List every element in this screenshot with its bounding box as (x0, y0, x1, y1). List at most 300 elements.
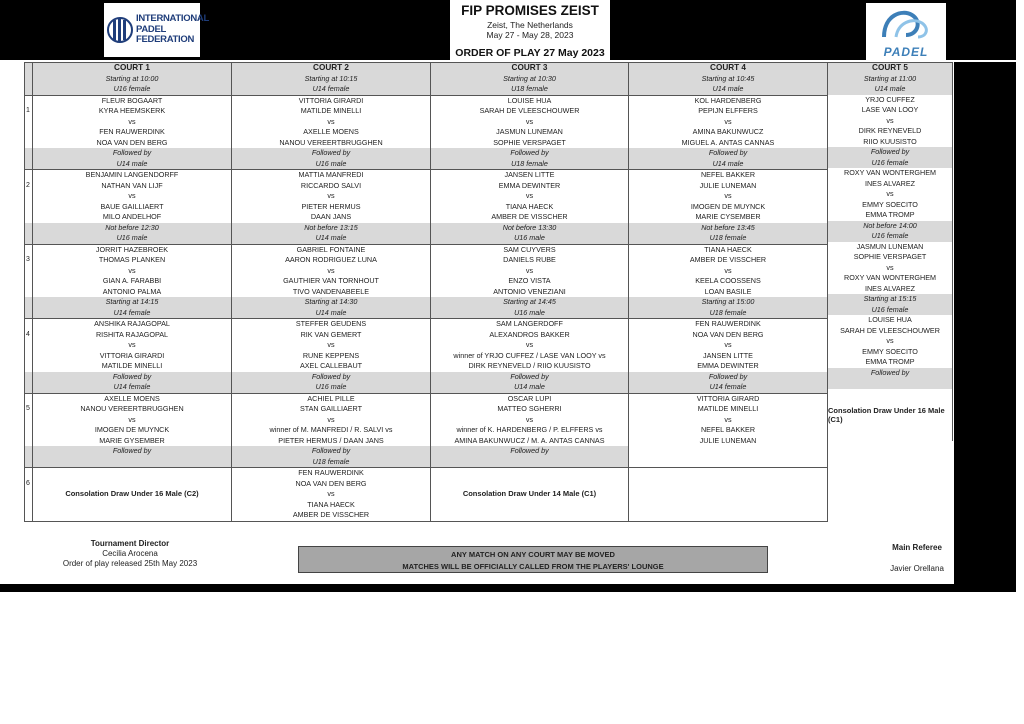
player-name: AMINA BAKUNWUCZ (629, 127, 828, 138)
player-name: ANTONIO VENEZIANI (431, 287, 629, 298)
player-name: TIANA HAECK (431, 202, 629, 213)
player-name: LASE VAN LOOY (827, 105, 953, 116)
vs-label: vs (232, 191, 431, 202)
player-name: YRJO CUFFEZ (827, 95, 953, 106)
match-row (25, 436, 828, 447)
padel-logo (866, 3, 946, 61)
player-name: NANOU VEREERTBRUGGHEN (33, 404, 232, 415)
player-name: ANTONIO PALMA (33, 287, 232, 298)
player-name: DAAN JANS (232, 212, 431, 223)
player-name: STEFFER GEUDENS (232, 319, 431, 330)
player-name: NOA VAN DEN BERG (629, 330, 828, 341)
row-number-cell: 4 (25, 330, 33, 341)
player-name: ROXY VAN WONTERGHEM (827, 168, 953, 179)
row-number-cell (25, 489, 33, 500)
slot-time: Starting at 15:15 (827, 294, 953, 305)
match-row (25, 106, 828, 117)
player-name: KEELA COOSSENS (629, 276, 828, 287)
vs-label: vs (33, 266, 232, 277)
player-name: IMOGEN DE MUYNCK (629, 202, 828, 213)
slot-time-row (25, 148, 828, 159)
vs-label: vs (827, 189, 953, 200)
slot-time: U14 male (827, 84, 953, 95)
match-row (25, 191, 828, 202)
player-name: MATILDE MINELLI (232, 106, 431, 117)
title-block (450, 0, 610, 46)
vs-label: vs (431, 415, 629, 426)
row-number-cell (25, 127, 33, 138)
slot-time: Followed by (431, 372, 629, 383)
player-name: JANSEN LITTE (629, 351, 828, 362)
slot-category: U18 female (629, 308, 828, 319)
court-header: COURT 1 (33, 63, 232, 74)
player-name: MARIE CYSEMBER (629, 212, 828, 223)
player-name: RIK VAN GEMERT (232, 330, 431, 341)
player-name: PIETER HERMUS / DAAN JANS (232, 436, 431, 447)
vs-label: vs (232, 489, 431, 500)
slot-time: Starting at 15:00 (629, 297, 828, 308)
slot-category: U18 female (431, 84, 629, 95)
player-name: DIRK REYNEVELD (827, 126, 953, 137)
vs-label: vs (629, 266, 828, 277)
player-name: SAM CUYVERS (431, 244, 629, 255)
match-row (25, 287, 828, 298)
row-number-cell: 2 (25, 181, 33, 192)
row-number-cell (25, 244, 33, 255)
player-name: JASMUN LUNEMAN (827, 242, 953, 253)
vs-label: vs (232, 266, 431, 277)
row-number-cell (25, 138, 33, 149)
row-number-cell (25, 297, 33, 308)
slot-category: U14 female (33, 308, 232, 319)
player-name: EMMA TROMP (827, 357, 953, 368)
slot-time: Followed by (232, 446, 431, 457)
player-name: NANOU VEREERTBRUGGHEN (232, 138, 431, 149)
dates: May 27 - May 28, 2023 (486, 30, 574, 40)
court-header: COURT 4 (629, 63, 828, 74)
slot-category: U16 male (431, 308, 629, 319)
court-header: COURT 2 (232, 63, 431, 74)
slot-category: U14 male (629, 159, 828, 170)
player-name: EMMA TROMP (827, 210, 953, 221)
player-name: THOMAS PLANKEN (33, 255, 232, 266)
player-name: EMMA DEWINTER (431, 181, 629, 192)
schedule-table (24, 62, 828, 522)
player-name: ROXY VAN WONTERGHEM (827, 273, 953, 284)
player-name: FEN RAUWERDINK (232, 468, 431, 479)
player-name: AXELLE MOENS (33, 393, 232, 404)
player-name: NEFEL BAKKER (629, 170, 828, 181)
court-header: COURT 3 (431, 63, 629, 74)
player-name: JASMUN LUNEMAN (431, 127, 629, 138)
player-name: MARIE GYSEMBER (33, 436, 232, 447)
vs-label: vs (232, 117, 431, 128)
vs-label: vs (431, 266, 629, 277)
slot-time: Followed by (629, 148, 828, 159)
slot-time-row (25, 297, 828, 308)
row-number-cell (25, 382, 33, 393)
slot-time-row (25, 233, 828, 244)
slot-category (629, 457, 828, 468)
referee-name: Javier Orellana (890, 564, 944, 573)
match-row (25, 117, 828, 128)
row-number-cell (25, 457, 33, 468)
row-number-cell (25, 148, 33, 159)
vs-label: vs (431, 340, 629, 351)
slot-category: U14 male (33, 159, 232, 170)
player-name: winner of YRJO CUFFEZ / LASE VAN LOOY vs (431, 351, 629, 362)
row-number-cell (25, 319, 33, 330)
logo-line: FEDERATION (136, 34, 195, 46)
slot-category: U16 male (232, 159, 431, 170)
slot-time: Followed by (33, 372, 232, 383)
player-name: JULIE LUNEMAN (629, 181, 828, 192)
player-name: ENZO VISTA (431, 276, 629, 287)
logo-line: INTERNATIONAL (136, 13, 209, 25)
notice-line-2: MATCHES WILL BE OFFICIALLY CALLED FROM THE PLAYERS' LOUNGE (402, 562, 664, 571)
player-name: BENJAMIN LANGENDORFF (33, 170, 232, 181)
release-note: Order of play released 25th May 2023 (62, 559, 198, 568)
player-name: NATHAN VAN LIJF (33, 181, 232, 192)
slot-time-row (25, 382, 828, 393)
slot-time: Starting at 14:30 (232, 297, 431, 308)
player-name: EMMY SOECITO (827, 347, 953, 358)
player-name: MATILDE MINELLI (629, 404, 828, 415)
slot-category: U16 male (232, 382, 431, 393)
player-name: TIVO VANDENABEELE (232, 287, 431, 298)
row-number-cell (25, 361, 33, 372)
slot-time-row (25, 446, 828, 457)
fip-logo-text (136, 14, 209, 46)
player-name: AMBER DE VISSCHER (431, 212, 629, 223)
vs-label: vs (431, 191, 629, 202)
row-number-cell: 5 (25, 404, 33, 415)
player-name: GAUTHIER VAN TORNHOUT (232, 276, 431, 287)
vs-label: vs (629, 340, 828, 351)
player-name (629, 489, 828, 500)
slot-time: Not before 14:00 (827, 221, 953, 232)
match-row (25, 170, 828, 181)
slot-time: Followed by (232, 372, 431, 383)
row-number-cell (25, 117, 33, 128)
vs-label: vs (33, 191, 232, 202)
slot-category: U14 male (629, 84, 828, 95)
right-black-bar (954, 62, 1016, 592)
player-name: AMBER DE VISSCHER (232, 510, 431, 521)
player-name: SAM LANGERDOFF (431, 319, 629, 330)
row-number-cell: 3 (25, 255, 33, 266)
player-name: AXELLE MOENS (232, 127, 431, 138)
vs-label: vs (629, 191, 828, 202)
slot-category: U14 female (33, 382, 232, 393)
slot-time: U16 female (827, 305, 953, 316)
slot-time: Starting at 10:15 (232, 74, 431, 85)
match-row (25, 181, 828, 192)
match-row (25, 393, 828, 404)
match-row (25, 138, 828, 149)
director-title: Tournament Director (90, 539, 170, 548)
player-name: FEN RAUWERDINK (33, 127, 232, 138)
slot-category: U14 male (431, 382, 629, 393)
player-name: PEPIJN ELFFERS (629, 106, 828, 117)
slot-category: U14 male (232, 308, 431, 319)
bottom-black-bar (0, 584, 1016, 592)
slot-time-row (25, 84, 828, 95)
slot-time: Not before 13:30 (431, 223, 629, 234)
logo-line: PADEL (136, 23, 166, 35)
player-name: VITTORIA GIRARD (629, 393, 828, 404)
player-name (629, 500, 828, 511)
location: Zeist, The Netherlands (487, 20, 573, 30)
vs-label: vs (232, 415, 431, 426)
slot-time: Starting at 10:30 (431, 74, 629, 85)
referee-block (880, 543, 954, 573)
match-row (25, 361, 828, 372)
player-name: NOA VAN DEN BERG (33, 138, 232, 149)
vs-label: vs (629, 117, 828, 128)
row-number-cell (25, 170, 33, 181)
player-name: INES ALVAREZ (827, 179, 953, 190)
consolation-c2-cell: Consolation Draw Under 16 Male (C2) (33, 468, 232, 522)
match-row (25, 415, 828, 426)
vs-label: vs (33, 340, 232, 351)
player-name: ACHIEL PILLE (232, 393, 431, 404)
player-name: ANSHIKA RAJAGOPAL (33, 319, 232, 330)
match-row (25, 351, 828, 362)
court-header: COURT 5 (827, 62, 953, 74)
header-bar-left (0, 0, 450, 60)
player-name: PIETER HERMUS (232, 202, 431, 213)
row-number-cell: 1 (25, 106, 33, 117)
match-row (25, 244, 828, 255)
slot-category: U18 female (629, 233, 828, 244)
row-number-cell (25, 340, 33, 351)
vs-label: vs (827, 336, 953, 347)
player-name (629, 510, 828, 521)
row-number-cell: 6 (25, 479, 33, 490)
fip-logo (104, 3, 209, 57)
player-name: VITTORIA GIRARDI (33, 351, 232, 362)
player-name: AMBER DE VISSCHER (629, 255, 828, 266)
player-name: AMINA BAKUNWUCZ / M. A. ANTAS CANNAS (431, 436, 629, 447)
match-row (25, 202, 828, 213)
slot-time: Followed by (629, 372, 828, 383)
director-block (30, 539, 230, 569)
slot-time: Starting at 14:45 (431, 297, 629, 308)
player-name: MILO ANDELHOF (33, 212, 232, 223)
slot-time: Followed by (232, 148, 431, 159)
slot-category: U18 female (232, 457, 431, 468)
slot-time: Starting at 10:00 (33, 74, 232, 85)
row-number-cell (25, 95, 33, 106)
player-name: LOUISE HUA (827, 315, 953, 326)
padel-logo-text: PADEL (883, 45, 929, 59)
order-of-play-title: ORDER OF PLAY 27 May 2023 (452, 47, 608, 60)
player-name: winner of M. MANFREDI / R. SALVI vs (232, 425, 431, 436)
player-name: SOPHIE VERSPAGET (431, 138, 629, 149)
player-name: BAUE GAILLIAERT (33, 202, 232, 213)
player-name: SARAH DE VLEESCHOUWER (827, 326, 953, 337)
slot-time (629, 446, 828, 457)
row-number-cell (25, 500, 33, 511)
vs-label: vs (33, 415, 232, 426)
slot-category: U14 female (629, 382, 828, 393)
player-name: NOA VAN DEN BERG (232, 479, 431, 490)
vs-label: vs (629, 415, 828, 426)
vs-label: vs (431, 117, 629, 128)
player-name: DANIELS RUBE (431, 255, 629, 266)
row-number-cell (25, 84, 33, 95)
player-name: TIANA HAECK (629, 244, 828, 255)
slot-category (33, 457, 232, 468)
slot-time: U16 female (827, 231, 953, 242)
notice-line-1: ANY MATCH ON ANY COURT MAY BE MOVED (451, 550, 615, 559)
match-row (25, 127, 828, 138)
slot-category: U16 female (33, 84, 232, 95)
referee-title: Main Referee (892, 543, 942, 552)
row-number-cell (25, 468, 33, 479)
player-name: JANSEN LITTE (431, 170, 629, 181)
player-name: MIGUEL A. ANTAS CANNAS (629, 138, 828, 149)
match-row (25, 212, 828, 223)
slot-category: U16 male (431, 233, 629, 244)
slot-time: Starting at 10:45 (629, 74, 828, 85)
player-name: OSCAR LUPI (431, 393, 629, 404)
player-name: STAN GAILLIAERT (232, 404, 431, 415)
player-name: SARAH DE VLEESCHOUWER (431, 106, 629, 117)
player-name: EMMY SOECITO (827, 200, 953, 211)
consolation-c1-cell: Consolation Draw Under 14 Male (C1) (431, 468, 629, 522)
row-number-cell (25, 308, 33, 319)
vs-label: vs (33, 117, 232, 128)
player-name: FEN RAUWERDINK (629, 319, 828, 330)
match-row (25, 95, 828, 106)
player-name: INES ALVAREZ (827, 284, 953, 295)
row-number-cell (25, 436, 33, 447)
match-row (25, 468, 828, 479)
court5-column (827, 62, 953, 441)
vs-label: vs (232, 340, 431, 351)
row-number-cell (25, 425, 33, 436)
slot-category: U16 male (33, 233, 232, 244)
consolation-c1-cell: Consolation Draw Under 16 Male (C1) (827, 389, 953, 441)
player-name: LOAN BASILE (629, 287, 828, 298)
player-name: LOUISE HUA (431, 95, 629, 106)
padel-wave-icon (878, 7, 934, 41)
player-name: RIIO KUUSISTO (827, 137, 953, 148)
row-number-cell (25, 159, 33, 170)
slot-time-row (25, 308, 828, 319)
player-name: MATTIA MANFREDI (232, 170, 431, 181)
slot-time: Not before 12:30 (33, 223, 232, 234)
player-name: TIANA HAECK (232, 500, 431, 511)
player-name: winner of K. HARDENBERG / P. ELFFERS vs (431, 425, 629, 436)
player-name: KOL HARDENBERG (629, 95, 828, 106)
row-number-cell (25, 415, 33, 426)
player-name: NEFEL BAKKER (629, 425, 828, 436)
row-number-cell (25, 191, 33, 202)
player-name: ALEXANDROS BAKKER (431, 330, 629, 341)
slot-category: U14 female (232, 84, 431, 95)
slot-time: Not before 13:15 (232, 223, 431, 234)
slot-time-row (25, 457, 828, 468)
row-number-cell (25, 510, 33, 521)
match-row (25, 276, 828, 287)
player-name: JORRIT HAZEBROEK (33, 244, 232, 255)
player-name: DIRK REYNEVELD / RIIO KUUSISTO (431, 361, 629, 372)
match-row (25, 255, 828, 266)
row-number-cell (25, 266, 33, 277)
row-number-cell (25, 372, 33, 383)
slot-time: Not before 13:45 (629, 223, 828, 234)
slot-time-row (25, 159, 828, 170)
player-name: SOPHIE VERSPAGET (827, 252, 953, 263)
row-number-cell (25, 351, 33, 362)
page-title: FIP PROMISES ZEIST (461, 3, 599, 18)
match-row (25, 425, 828, 436)
row-number-cell (25, 63, 33, 74)
row-number-cell (25, 74, 33, 85)
player-name: MATILDE MINELLI (33, 361, 232, 372)
player-name (629, 479, 828, 490)
match-row (25, 330, 828, 341)
match-row (25, 266, 828, 277)
player-name: KYRA HEEMSKERK (33, 106, 232, 117)
row-number-cell (25, 446, 33, 457)
slot-time: Followed by (827, 368, 953, 379)
player-name: RUNE KEPPENS (232, 351, 431, 362)
slot-time: Followed by (33, 446, 232, 457)
match-row (25, 404, 828, 415)
row-number-cell (25, 287, 33, 298)
row-number-cell (25, 276, 33, 287)
slot-category: U14 male (232, 233, 431, 244)
slot-time-row (25, 74, 828, 85)
slot-time-row (25, 372, 828, 383)
fip-emblem-icon (107, 10, 133, 50)
player-name: GIAN A. FARABBI (33, 276, 232, 287)
slot-time: Followed by (827, 147, 953, 158)
slot-time-row (25, 223, 828, 234)
slot-time: U16 female (827, 158, 953, 169)
player-name: RICCARDO SALVI (232, 181, 431, 192)
row-number-cell (25, 393, 33, 404)
player-name (629, 468, 828, 479)
row-number-cell (25, 233, 33, 244)
player-name: FLEUR BOGAART (33, 95, 232, 106)
slot-time: Followed by (431, 148, 629, 159)
slot-category (827, 378, 953, 389)
slot-time: Followed by (431, 446, 629, 457)
slot-category (431, 457, 629, 468)
row-number-cell (25, 223, 33, 234)
director-name: Cecilia Arocena (102, 549, 158, 558)
slot-time: Starting at 11:00 (827, 74, 953, 85)
match-row (25, 340, 828, 351)
notice-box (298, 546, 768, 573)
row-number-cell (25, 202, 33, 213)
player-name: AARON RODRIGUEZ LUNA (232, 255, 431, 266)
slot-time: Starting at 14:15 (33, 297, 232, 308)
header-bar-right (610, 0, 1016, 60)
slot-time: Followed by (33, 148, 232, 159)
slot-category: U18 female (431, 159, 629, 170)
player-name: RISHITA RAJAGOPAL (33, 330, 232, 341)
player-name: EMMA DEWINTER (629, 361, 828, 372)
court-header-row (25, 63, 828, 74)
player-name: IMOGEN DE MUYNCK (33, 425, 232, 436)
player-name: GABRIEL FONTAINE (232, 244, 431, 255)
